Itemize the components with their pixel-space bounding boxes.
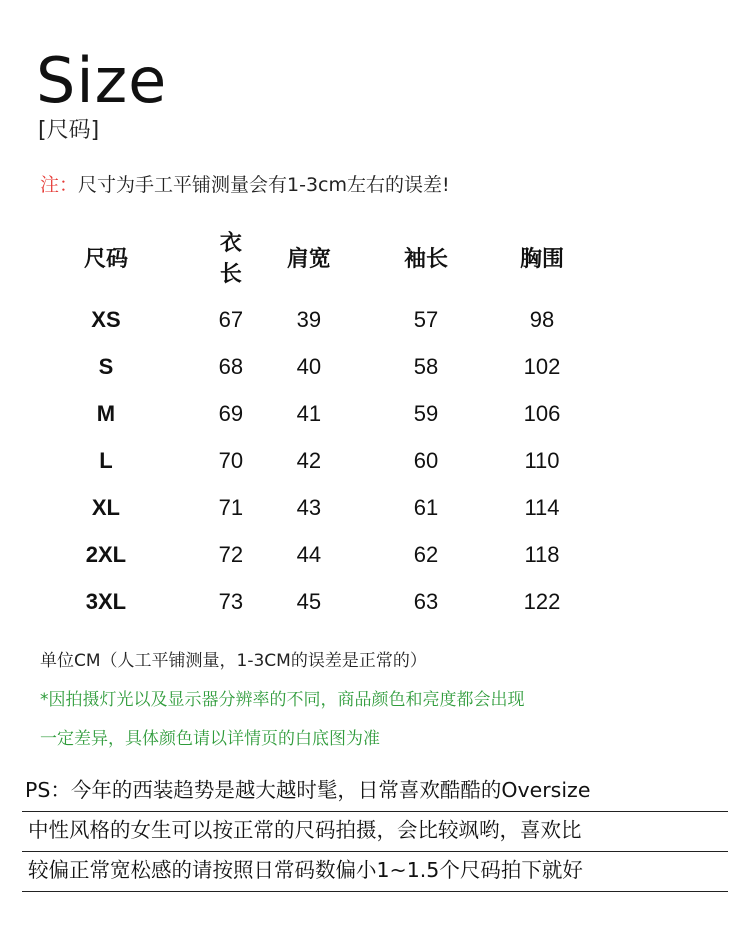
note-text: 尺寸为手工平铺测量会有1-3cm左右的误差!	[78, 174, 450, 196]
chest-cell: 118	[524, 541, 560, 567]
column-header-chest: 胸围	[519, 246, 564, 272]
column-header-sleeve: 袖长	[403, 246, 448, 272]
chest-cell: 98	[529, 306, 555, 332]
table-row	[0, 437, 600, 484]
size-cell: S	[98, 353, 114, 379]
sleeve-cell: 57	[413, 306, 439, 332]
length-cell: 70	[218, 447, 244, 473]
chest-cell: 102	[523, 353, 561, 379]
length-cell: 67	[218, 306, 244, 332]
table-row	[0, 578, 600, 625]
size-cell: XS	[91, 306, 121, 332]
sleeve-cell: 63	[413, 588, 439, 614]
shoulder-cell: 40	[296, 353, 322, 379]
table-header-row	[0, 226, 600, 288]
length-cell: 69	[218, 400, 244, 426]
column-header-length: 衣长	[219, 231, 242, 287]
size-cell: 2XL	[85, 541, 127, 567]
sleeve-cell: 62	[413, 541, 439, 567]
page-subtitle: [尺码]	[38, 118, 100, 143]
size-cell: M	[96, 400, 116, 426]
shoulder-cell: 42	[296, 447, 322, 473]
ps-note-block	[22, 772, 728, 892]
length-cell: 68	[218, 353, 244, 379]
shoulder-cell: 45	[296, 588, 322, 614]
ps-note-line-2: 中性风格的女生可以按正常的尺码拍摄，会比较飒哟，喜欢比	[22, 812, 728, 852]
shoulder-cell: 43	[296, 494, 322, 520]
chest-cell: 122	[523, 588, 561, 614]
color-note-line-1: *因拍摄灯光以及显示器分辨率的不同，商品颜色和亮度都会出现	[40, 690, 525, 710]
page-title: Size	[36, 44, 168, 117]
shoulder-cell: 41	[296, 400, 322, 426]
table-row	[0, 343, 600, 390]
sleeve-cell: 58	[413, 353, 439, 379]
length-cell: 73	[218, 588, 244, 614]
unit-note: 单位CM（人工平铺测量，1-3CM的误差是正常的）	[40, 651, 427, 671]
sleeve-cell: 59	[413, 400, 439, 426]
column-header-shoulder: 肩宽	[286, 246, 331, 272]
table-row	[0, 288, 600, 343]
note-prefix: 注：	[40, 174, 79, 196]
chest-cell: 110	[524, 447, 560, 473]
size-cell: L	[99, 447, 113, 473]
table-row	[0, 390, 600, 437]
chest-cell: 106	[523, 400, 561, 426]
table-row	[0, 531, 600, 578]
ps-note-line-3: 较偏正常宽松感的请按照日常码数偏小1~1.5个尺码拍下就好	[22, 852, 728, 892]
column-header-size: 尺码	[83, 246, 128, 272]
chest-cell: 114	[524, 494, 560, 520]
sleeve-cell: 60	[413, 447, 439, 473]
measurement-note	[40, 174, 450, 197]
size-cell: XL	[91, 494, 120, 520]
ps-note-line-1: PS：今年的西装趋势是越大越时髦，日常喜欢酷酷的Oversize	[22, 772, 728, 812]
sleeve-cell: 61	[413, 494, 439, 520]
size-table	[0, 226, 600, 625]
length-cell: 72	[218, 541, 244, 567]
length-cell: 71	[218, 494, 244, 520]
table-row	[0, 484, 600, 531]
size-cell: 3XL	[85, 588, 127, 614]
color-note-line-2: 一定差异，具体颜色请以详情页的白底图为准	[40, 729, 380, 749]
shoulder-cell: 44	[296, 541, 322, 567]
shoulder-cell: 39	[296, 306, 322, 332]
